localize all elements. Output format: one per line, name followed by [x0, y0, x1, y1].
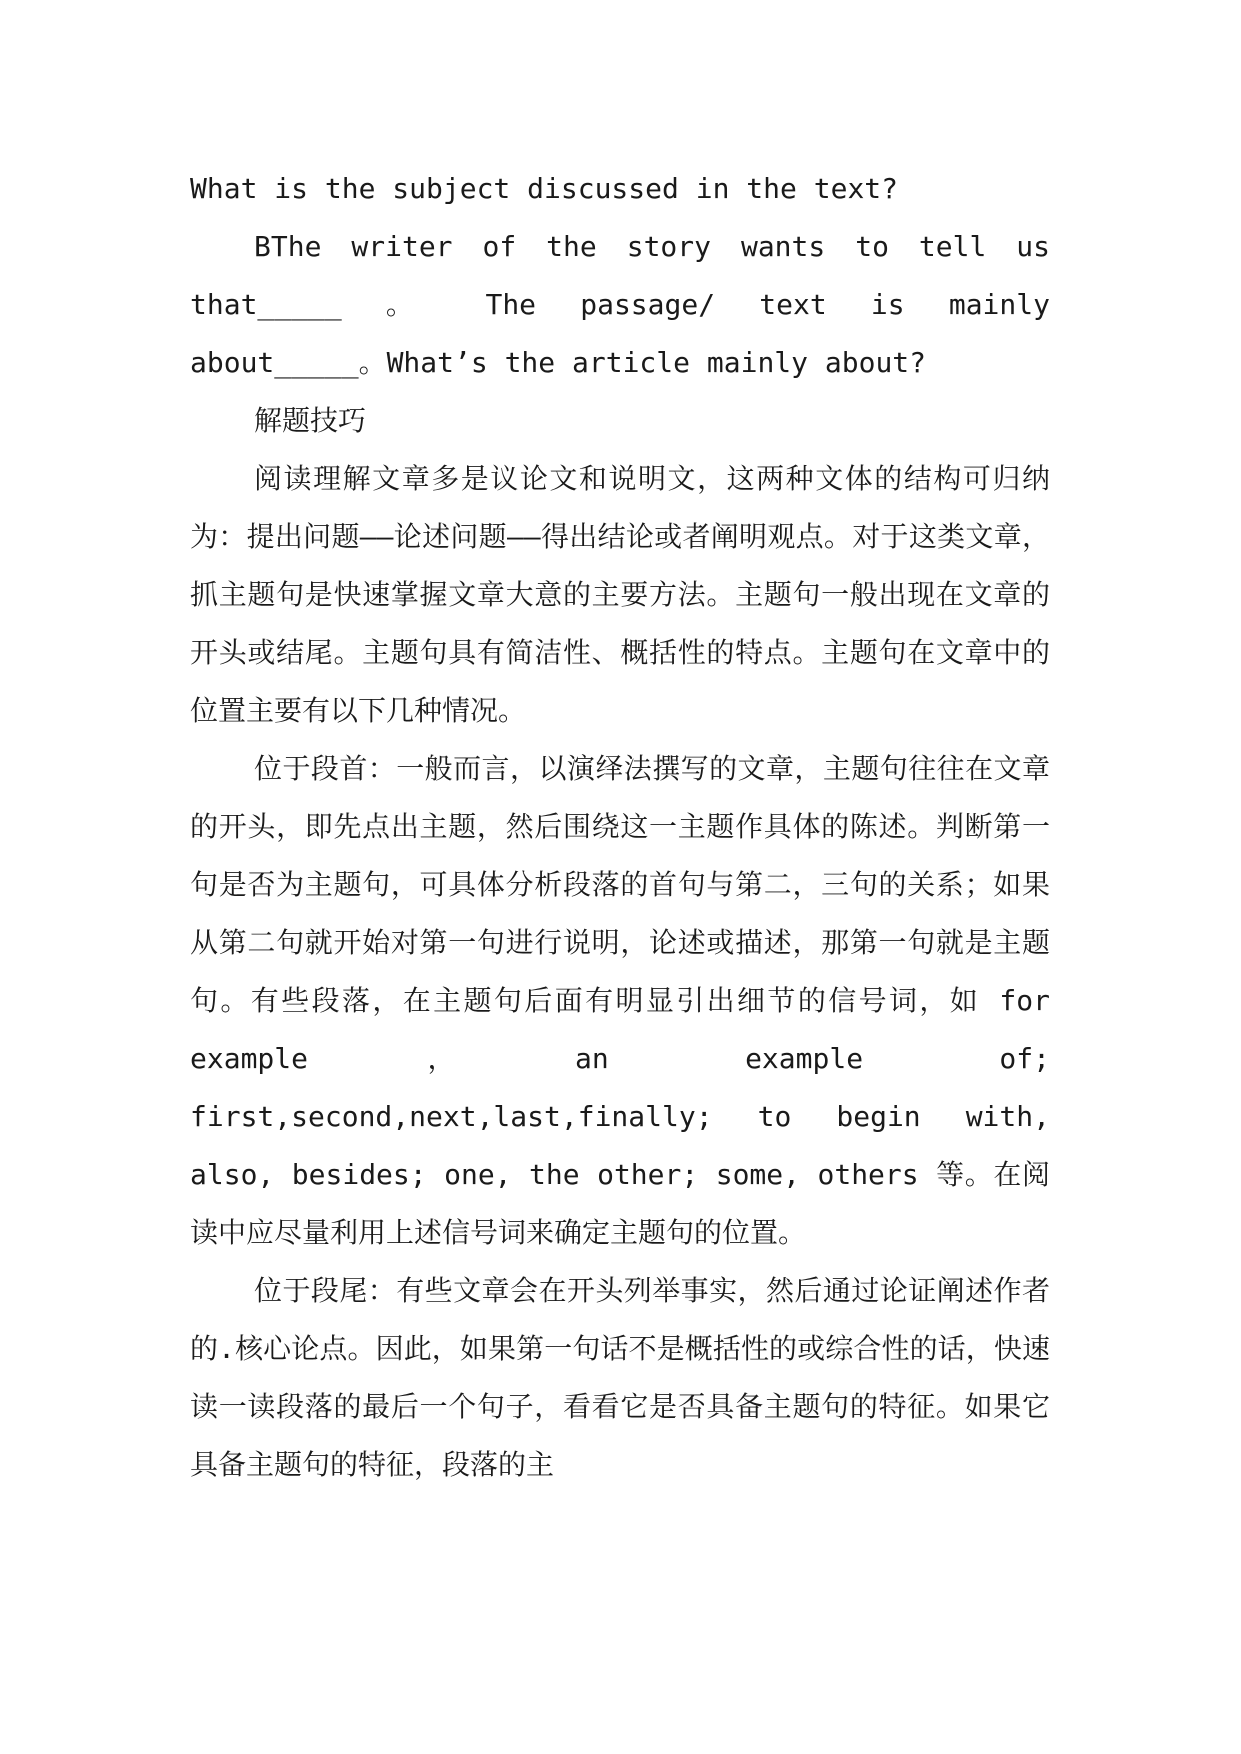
document-page: [190, 160, 1050, 1494]
paragraph-question: What is the subject discussed in the text?: [190, 172, 899, 205]
paragraph-question-types: BThe writer of the story wants to tell us that_____ 。 The passage/ text is mainly about_____。What’s the article mainly about?: [190, 230, 1050, 379]
paragraph-topic-first: 位于段首：一般而言，以演绎法撰写的文章，主题句往往在文章的开头，即先点出主题，然后围绕这一主题作具体的陈述。判断第一句是否为主题句，可具体分析段落的首句与第二，三句的关系；如果从第二句就开始对第一句进行说明，论述或描述，那第一句就是主题句。有些段落，在主题句后面有明显引出细节的信号词，如 for example，an example of; first,second,next,last,finally; to begin with, also, besides; one, the other; some, others 等。在阅读中应尽量利用上述信号词来确定主题句的位置。: [190, 752, 1050, 1249]
paragraph-intro: 阅读理解文章多是议论文和说明文，这两种文体的结构可归纳为：提出问题——论述问题——得出结论或者阐明观点。对于这类文章，抓主题句是快速掌握文章大意的主要方法。主题句一般出现在文章的开头或结尾。主题句具有简洁性、概括性的特点。主题句在文章中的位置主要有以下几种情况。: [190, 462, 1050, 727]
section-heading-tips: 解题技巧: [254, 404, 367, 437]
paragraph-topic-last: 位于段尾：有些文章会在开头列举事实，然后通过论证阐述作者的.核心论点。因此，如果第一句话不是概括性的或综合性的话，快速读一读段落的最后一个句子，看看它是否具备主题句的特征。如果它具备主题句的特征，段落的主: [190, 1274, 1050, 1481]
